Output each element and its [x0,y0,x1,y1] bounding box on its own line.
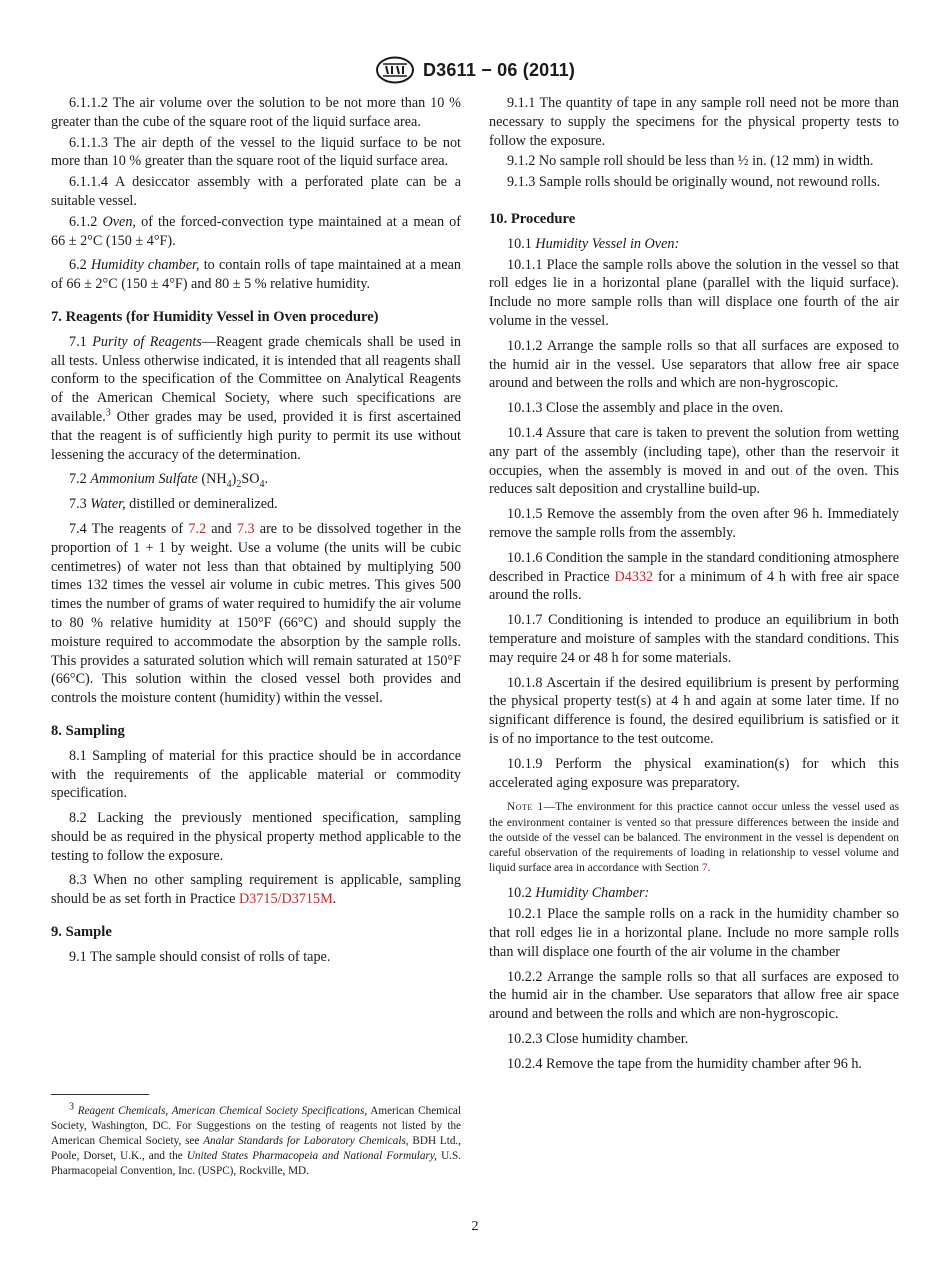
link-d3715[interactable]: D3715/D3715M [238,891,333,908]
paragraph-10-1-9: 10.1.9 Perform the physical examination(s) for which this accelerated aging exposure was preparatory. [489,755,899,791]
paragraph-10-2-2: 10.2.2 Arrange the sample rolls so that all surfaces are exposed to the humid air in the chamber. Use separators that allow free air space around and between the rolls and which are non-hygroscopic. [489,968,899,1023]
link-d4332[interactable]: D4332 [614,568,654,585]
paragraph-8-3 [51,871,461,909]
paragraph-text: 7.4 The reagents of [69,520,189,537]
footnote-text: , American Chemical Society, Washington, DC. For Suggestions on the testing of reagents not listed by the American Chemical Society, see [51,1105,462,1147]
footnote-divider [51,1094,149,1095]
paragraph-text: of the forced-convection type maintained at a mean of 66 ± 2°C (150 ± 4°F). [51,213,461,249]
right-column [489,94,899,1075]
link-7-3[interactable]: 7.3 [236,520,255,537]
paragraph-text: and [206,520,237,537]
paragraph-number: 7.3 [69,496,87,513]
paragraph-10-1-5: 10.1.5 Remove the assembly from the oven after 96 h. Immediately remove the sample rolls from the assembly. [489,506,899,541]
paragraph-text: for a minimum of 4 h with free air space around the rolls. [489,568,899,604]
paragraph-10-1-6 [489,549,899,605]
paragraph-10-1-2: 10.1.2 Arrange the sample rolls so that all surfaces are exposed to the humid air in the vessel. Use separators that allow free air space around and between the rolls and which are non-hygroscopic. [489,337,899,392]
formula-part: ) [231,471,237,488]
note-text: —The environment for this practice cannot occur unless the vessel used as the environment container is vented so that pressure differences between the inside and the outside of the vessel can be balanced. The environment in the vessel is dependent on careful observation of the requirements of loading in relationship to vessel volume and liquid surface area in accordance with Section [489,801,900,875]
formula-part: SO [241,471,260,488]
term-humidity-chamber: Humidity chamber, [90,257,200,274]
paragraph-text: . [332,891,337,908]
paragraph-7-4 [51,520,461,708]
term-ammonium-sulfate: Ammonium Sulfate [90,471,198,488]
section-heading-7: 7. Reagents (for Humidity Vessel in Oven procedure) [51,308,379,325]
term-humidity-vessel: Humidity Vessel in Oven: [535,235,680,252]
paragraph-6-2 [51,256,461,294]
footnote-text: U.S. Pharmacopeial Convention, Inc. (USPC), Rockville, MD. [51,1150,461,1177]
paragraph-number: 7.2 [69,471,87,488]
formula-part: . [264,471,269,488]
footnote-marker: 3 [69,1101,74,1113]
paragraph-10-1-1: 10.1.1 Place the sample rolls above the solution in the vessel so that roll edges lie in a horizontal plane (parallel with the liquid surface). Include no more sample rolls than will displace one fourth of the air volume in the vessel. [489,256,899,329]
paragraph-9-1-2: 9.1.2 No sample roll should be less than ½ in. (12 mm) in width. [507,153,874,170]
paragraph-6-1-1-4: 6.1.1.4 A desiccator assembly with a perforated plate can be a suitable vessel. [51,174,461,209]
formula-subscript: 4 [259,479,265,491]
term-oven: Oven, [102,213,136,230]
link-section-7[interactable]: 7 [701,862,708,875]
footnote-title: Analar Standards for Laboratory Chemicals, [203,1135,409,1147]
astm-logo-icon [375,56,415,84]
paragraph-6-1-2 [51,213,461,251]
term-humidity-chamber: Humidity Chamber: [535,885,650,902]
paragraph-text: are to be dissolved together in the proportion of 1 + 1 by weight. Use a volume (the units will be cubic centimetres) of water not less than that obtained by multiplying 500 times 132 times the vessel air volume in cubic metres. This gives 500 times the number of grams of water required to humidify the air volume to 80 % relative humidity at 150°F (66°C) and should supply the moisture required to accommodate the absorption by the sample rolls. This provides a saturated solution which will remain saturated at 150°F (66°C). This solution within the closed vessel both provides and controls the moisture content (humidity) within the vessel. [51,520,461,707]
paragraph-10-1-7: 10.1.7 Conditioning is intended to produce an equilibrium in both temperature and moisture of samples with the standard conditions. This may require 24 or 48 h for some materials. [489,612,899,666]
paragraph-10-2 [489,884,899,903]
footnote-text: BDH Ltd., Poole, Dorset, U.K., and the [51,1135,462,1162]
paragraph-9-1-3: 9.1.3 Sample rolls should be originally wound, not rewound rolls. [507,174,881,191]
paragraph-text: 8.3 When no other sampling requirement is applicable, sampling should be as set forth in Practice [51,872,461,908]
paragraph-number: 10.2 [507,885,532,902]
note-text: . [707,862,711,875]
paragraph-number: 10.1 [507,235,532,252]
document-designation: D3611 − 06 (2011) [422,59,576,80]
section-heading-9: 9. Sample [51,924,112,941]
section-heading-10: 10. Procedure [489,210,576,227]
paragraph-10-2-4: 10.2.4 Remove the tape from the humidity chamber after 96 h. [507,1055,862,1072]
formula-subscript: 4 [226,479,232,491]
footnote-ref[interactable]: 3 [105,407,111,419]
paragraph-9-1: 9.1 The sample should consist of rolls of tape. [69,948,331,965]
paragraph-9-1-1: 9.1.1 The quantity of tape in any sample roll need not be more than necessary to supply the specimens for the physical property tests to follow the exposure. [489,95,899,149]
paragraph-text: 10.1.6 Condition the sample in the standard conditioning atmosphere described in Practice [489,549,899,585]
paragraph-6-1-1-2: 6.1.1.2 The air volume over the solution to be not more than 10 % greater than the cube of the square root of the liquid surface area. [51,95,461,130]
paragraph-6-1-1-3: 6.1.1.3 The air depth of the vessel to the liquid surface to be not more than 10 % greater than the square root of the liquid surface area. [51,134,461,170]
page-number: 2 [471,1219,479,1234]
page-header [0,56,950,84]
paragraph-10-1 [489,235,899,254]
paragraph-10-2-3: 10.2.3 Close humidity chamber. [507,1030,689,1047]
paragraph-10-1-4: 10.1.4 Assure that care is taken to prevent the solution from wetting any part of the assembly (including tape), other than the reservoir it occupies, when the assembly is moved in and out of the oven. This reduces salt deposition and crystalline build-up. [489,424,899,498]
paragraph-7-2 [51,470,461,489]
paragraph-10-2-1: 10.2.1 Place the sample rolls on a rack in the humidity chamber so that roll edges lie in a horizontal plane. Include no more sample rolls than will displace one fourth of the air volume in the chamber [489,906,899,960]
footnote-3 [51,1101,462,1179]
term-purity-of-reagents: Purity of Reagents [92,333,202,350]
paragraph-number: 6.1.2 [69,213,98,230]
paragraph-text: to contain rolls of tape maintained at a mean of 66 ± 2°C (150 ± 4°F) and 80 ± 5 % relative humidity. [51,257,462,293]
note-label: Note 1 [507,801,544,814]
paragraph-text: distilled or demineralized. [125,496,278,513]
formula-part: (NH [197,471,227,488]
paragraph-text: Other grades may be used, provided it is first ascertained that the reagent is of sufficiently high purity to permit its use without lessening the accuracy of the determination. [51,408,461,463]
paragraph-8-1: 8.1 Sampling of material for this practice should be in accordance with the requirements of the applicable material or commodity specification. [51,747,461,802]
link-7-2[interactable]: 7.2 [188,520,207,537]
footnote-title: United States Pharmacopeia and National Formulary, [186,1150,437,1162]
formula-subscript: 2 [236,479,242,491]
paragraph-7-3 [51,495,461,514]
footnote-title: Reagent Chemicals, American Chemical Society Specifications [77,1105,365,1117]
paragraph-7-1 [51,333,461,465]
paragraph-10-1-8: 10.1.8 Ascertain if the desired equilibrium is present by performing the physical property test(s) at 4 h and again at some later time. If no significant difference is found, the desired equilibrium is satisfied or it is of no importance to the test outcome. [489,674,899,747]
paragraph-number: 6.2 [69,257,87,274]
paragraph-10-1-3: 10.1.3 Close the assembly and place in the oven. [507,400,784,417]
note-1 [489,800,899,876]
paragraph-8-2: 8.2 Lacking the previously mentioned specification, sampling should be as required in the physical property method applicable to the testing to follow the exposure. [51,810,461,864]
left-column [51,94,461,969]
section-heading-8: 8. Sampling [51,722,125,739]
paragraph-text: —Reagent grade chemicals shall be used in all tests. Unless otherwise indicated, it is intended that all reagents shall conform to the specification of the Committee on Analytical Reagents of the American Chemical Society, where such specifications are available. [51,333,461,425]
paragraph-number: 7.1 [69,333,87,350]
term-water: Water, [90,496,126,513]
